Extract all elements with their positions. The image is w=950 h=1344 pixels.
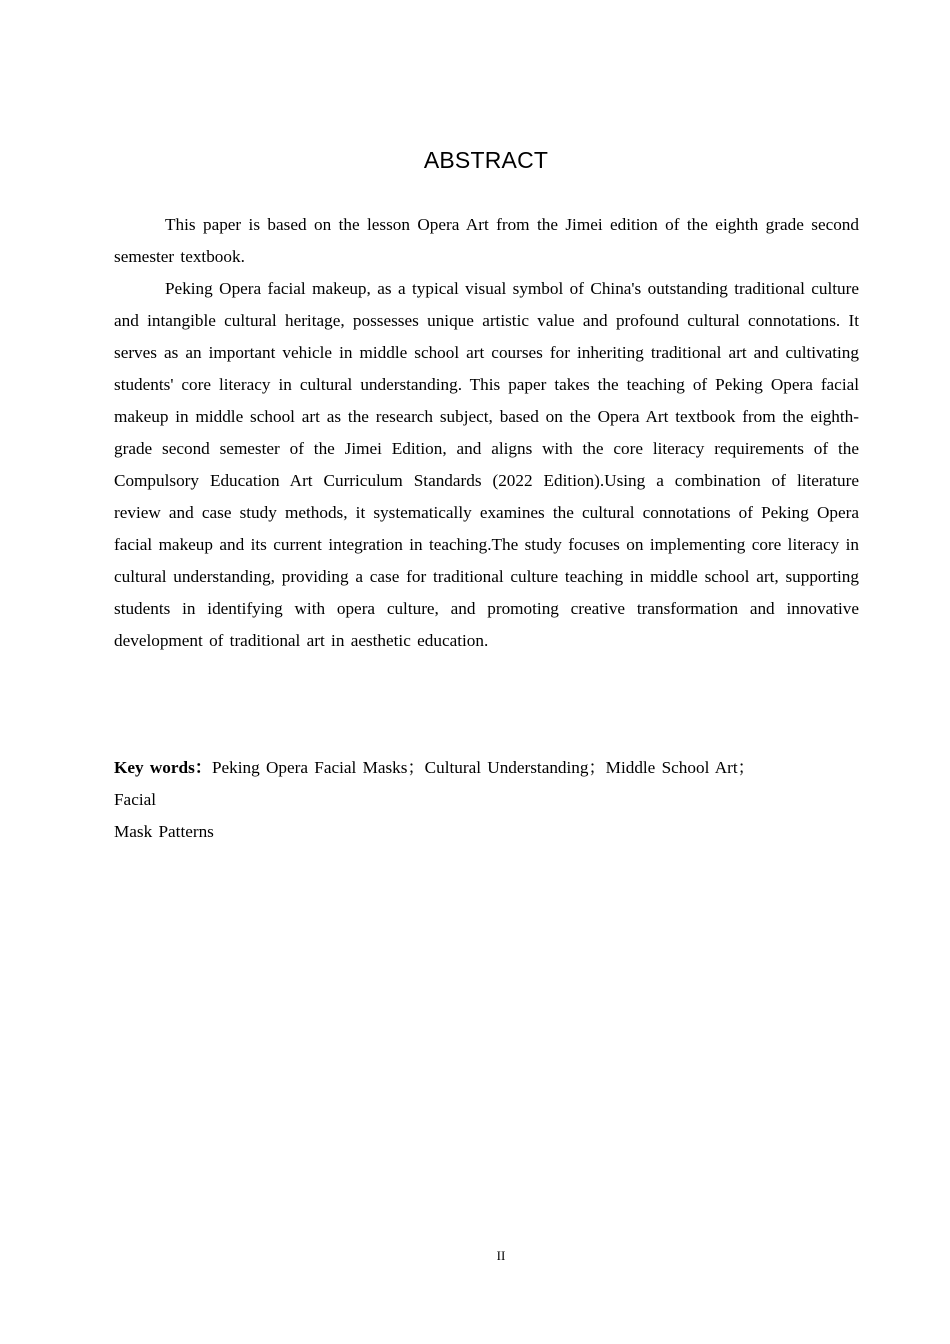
abstract-title: ABSTRACT xyxy=(423,147,549,173)
keywords-line-2: Facial xyxy=(114,790,156,809)
keywords-line-3: Mask Patterns xyxy=(114,822,214,841)
abstract-paragraph-1: This paper is based on the lesson Opera Art from the Jimei edition of the eighth grade second semester textbook. xyxy=(114,215,859,266)
abstract-paragraph-2: Peking Opera facial makeup, as a typical visual symbol of China's outstanding traditional culture and intangible cultural heritage, possesses unique artistic value and profound cultural connotations. It serves as an important vehicle in middle school art courses for inheriting traditional art and cultivating students' core literacy in cultural understanding. This paper takes the teaching of Peking Opera facial makeup in middle school art as the research subject, based on the Opera Art textbook from the eighth-grade second semester of the Jimei Edition, and aligns with the core literacy requirements of the Compulsory Education Art Curriculum Standards (2022 Edition).Using a combination of literature review and case study methods, it systematically examines the cultural connotations of Peking Opera facial makeup and its current integration in teaching.The study focuses on implementing core literacy in cultural understanding, providing a case for traditional culture teaching in middle school art, supporting students in identifying with opera culture, and promoting creative transformation and innovative development of traditional art in aesthetic education. xyxy=(114,279,859,650)
keywords-label: Key words： xyxy=(114,758,212,777)
abstract-body xyxy=(114,209,859,657)
keywords-list: Peking Opera Facial Masks；Cultural Understanding；Middle School Art； xyxy=(211,758,755,777)
page-number: II xyxy=(496,1248,506,1263)
keywords-line-1 xyxy=(114,752,859,784)
keywords-section xyxy=(114,752,859,848)
